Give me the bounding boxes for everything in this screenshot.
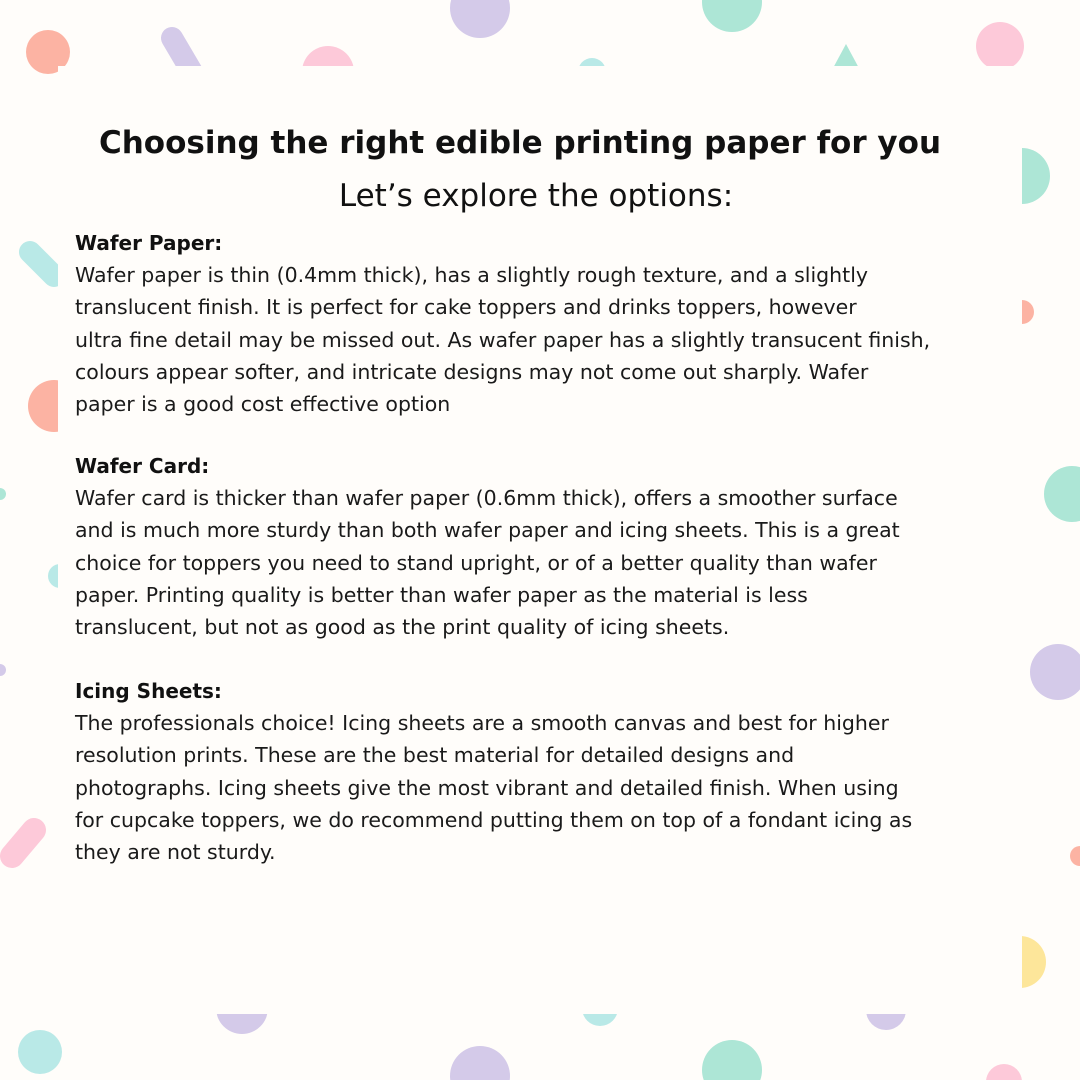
confetti-stick — [30, 252, 54, 276]
confetti-dot — [976, 22, 1024, 70]
confetti-dot — [450, 0, 510, 38]
page-subtitle: Let’s explore the options: — [338, 178, 734, 214]
confetti-dot — [1044, 466, 1080, 522]
section-heading: Wafer Card: — [75, 454, 210, 478]
section-body: Wafer card is thicker than wafer paper (0.6mm thick), offers a smoother surface and is much more sturdy than both wafer paper and icing sheets. This is a great choice for toppers you need to stand upright, or of a better quality than wafer paper. Printing quality is better than wafer paper as the material is less translucent, but not as good as the print quality of icing sheets. — [75, 486, 900, 640]
confetti-dot — [18, 1030, 62, 1074]
section-body: Wafer paper is thin (0.4mm thick), has a slightly rough texture, and a slightly translucent finish. It is perfect for cake toppers and drinks toppers, however ultra fine detail may be missed out. As wafer paper has a slightly transucent finish, colours appear softer, and intricate designs may not come out sharply. Wafer paper is a good cost effective option — [75, 263, 931, 417]
section-heading: Wafer Paper: — [75, 231, 223, 255]
section-icing-sheets — [75, 675, 1010, 868]
section-wafer-card — [75, 450, 1010, 643]
section-wafer-paper — [75, 227, 1010, 420]
confetti-dot — [1070, 846, 1080, 866]
confetti-dot — [0, 664, 6, 676]
section-body: The professionals choice! Icing sheets are a smooth canvas and best for higher resolution prints. These are the best material for detailed designs and photographs. Icing sheets give the most vibrant and detailed finish. When using for cupcake toppers, we do recommend putting them on top of a fondant icing as they are not sturdy. — [75, 711, 913, 865]
page-title: Choosing the right edible printing paper for you — [98, 125, 942, 161]
confetti-dot — [1030, 644, 1080, 700]
confetti-dot — [702, 1040, 762, 1080]
confetti-stick — [12, 830, 34, 856]
section-heading: Icing Sheets: — [75, 679, 222, 703]
confetti-dot — [450, 1046, 510, 1080]
confetti-dot — [986, 1064, 1022, 1080]
confetti-dot — [702, 0, 762, 32]
confetti-dot — [0, 488, 6, 500]
